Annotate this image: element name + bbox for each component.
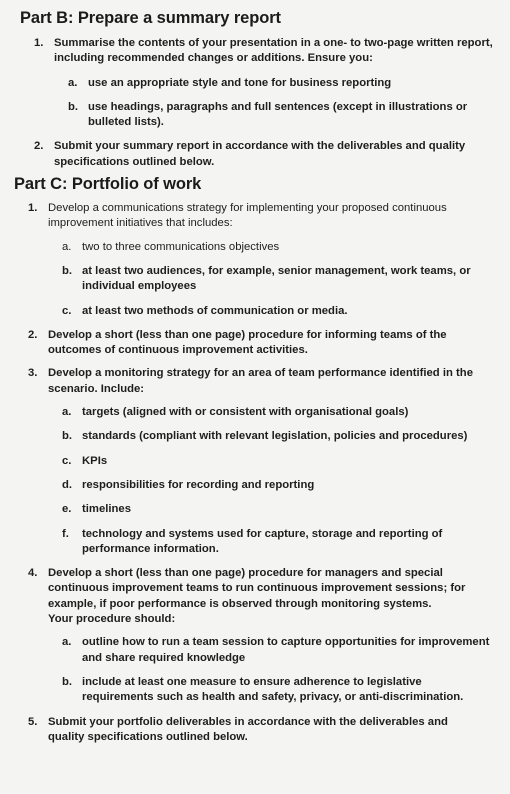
part-c-item-5 [28,715,496,746]
sub-letter: b. [62,675,73,688]
item-number: 1. [34,37,44,49]
sub-text: at least two audiences, for example, senior management, work teams, or individual employees [82,264,471,293]
sub-text: outline how to run a team session to capture opportunities for improvement and share required knowledge [82,636,490,664]
sub-item-a [62,240,496,255]
sub-letter: f. [62,527,69,540]
part-b-item-1 [34,36,496,130]
item-text: Develop a communications strategy for implementing your proposed continuous improvement initiatives that includes: [48,202,447,230]
sub-letter: b. [68,100,79,113]
sub-letter: a. [62,636,72,649]
sub-letter: c. [62,454,72,467]
item-number: 2. [34,140,44,153]
sub-item-b [62,429,496,444]
sub-text: technology and systems used for capture, storage and reporting of performance information. [82,527,443,555]
sub-letter: b. [62,430,73,443]
sub-item-b [62,264,496,295]
sub-text: include at least one measure to ensure adherence to legislative requirements such as health and safety, privacy, or anti-discrimination. [82,675,464,704]
sub-item-f [62,527,496,558]
sub-text: at least two methods of communication or media. [82,304,348,317]
sub-letter: a. [62,406,72,419]
item-text: Develop a short (less than one page) procedure for informing teams of the outcomes of continuous improvement activities. [48,328,447,357]
sub-letter: d. [62,478,73,491]
sub-text: timelines [82,503,131,516]
sub-item-d [62,478,496,493]
item-number: 1. [28,202,38,215]
item-text: Submit your portfolio deliverables in accordance with the deliverables and quality specifications outlined below. [48,715,448,743]
sub-letter: c. [62,304,72,317]
sub-list [62,240,496,319]
item-text: Submit your summary report in accordance with the deliverables and quality specifications outlined below. [54,140,466,168]
part-b-list [20,36,496,170]
part-c-item-3 [28,366,496,557]
item-number: 4. [28,567,38,580]
sub-item-e [62,502,496,517]
item-text: Develop a short (less than one page) procedure for managers and special continuous improvement teams to run continuous improvement sessions; for example, if poor performance is observed through monitoring systems. [48,567,466,610]
sub-text: two to three communications objectives [82,240,280,253]
sub-text: targets (aligned with or consistent with organisational goals) [82,406,409,419]
sub-letter: e. [62,503,72,516]
part-c-item-2 [28,328,496,359]
sub-letter: a. [62,240,72,253]
sub-list [68,76,496,131]
sub-text: KPIs [82,454,108,467]
sub-text: standards (compliant with relevant legislation, policies and procedures) [82,430,468,443]
item-text: Summarise the contents of your presentation in a one- to two-page written report, including recommended changes or additions. Ensure you: [54,37,493,65]
sub-letter: b. [62,264,73,277]
sub-item-c [62,304,496,319]
part-c-item-1 [28,201,496,319]
sub-text: use an appropriate style and tone for business reporting [88,76,392,89]
part-b-item-2 [34,139,496,170]
part-b-heading: Part B: Prepare a summary report [20,9,281,27]
part-c-item-4 [28,566,496,705]
sub-item-b [68,100,496,131]
sub-item-b [62,675,496,706]
sub-item-a [62,405,496,420]
part-c-heading: Part C: Portfolio of work [14,175,202,194]
sub-list [62,635,496,705]
item-number: 5. [28,715,38,728]
item-number: 3. [28,367,38,380]
part-c-list [20,201,496,745]
sub-list [62,405,496,557]
sub-item-a [62,635,496,666]
item-text-continued: Your procedure should: [48,613,176,626]
sub-text: responsibilities for recording and reporting [82,478,315,491]
sub-text: use headings, paragraphs and full sentences (except in illustrations or bulleted lists). [88,100,468,129]
item-text: Develop a monitoring strategy for an area of team performance identified in the scenario. Include: [48,367,473,395]
item-number: 2. [28,328,38,341]
sub-item-c [62,454,496,469]
sub-item-a [68,76,496,91]
sub-letter: a. [68,76,78,89]
